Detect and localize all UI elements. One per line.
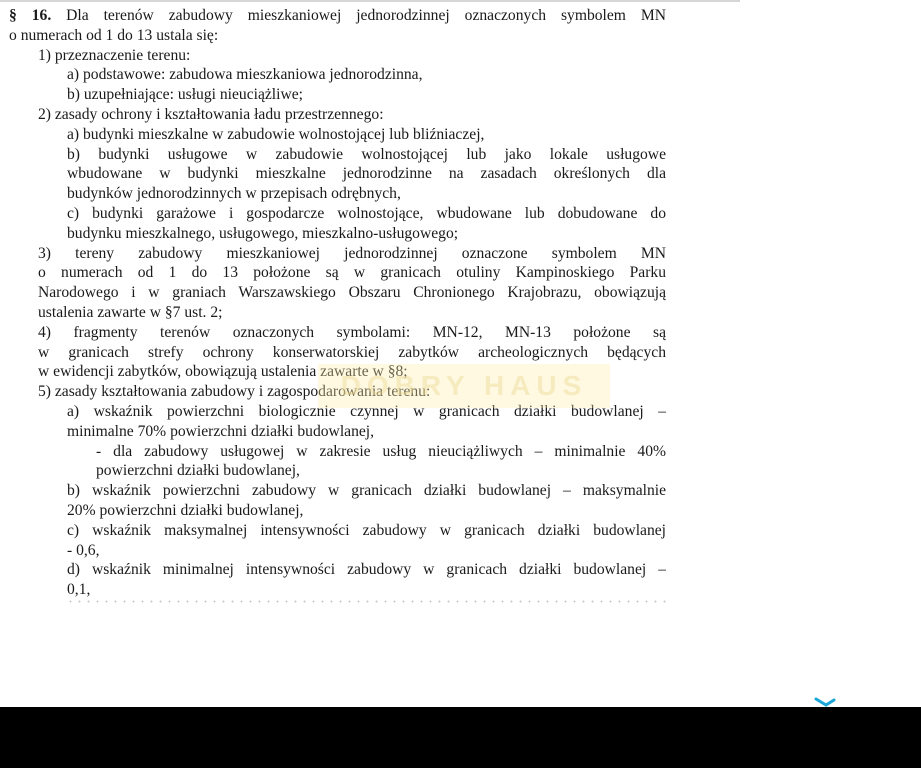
document-line (9, 521, 666, 541)
document-line (9, 244, 666, 264)
document-line (9, 145, 666, 165)
document-line (9, 481, 666, 501)
document-line (9, 85, 666, 105)
line-text: c) budynki garażowe i gospodarcze wolnostojące, wbudowane lub dobudowane do (67, 204, 666, 222)
line-text: Dla terenów zabudowy mieszkaniowej jednorodzinnej oznaczonych symbolem MN (51, 7, 666, 24)
line-text: 5) zasady kształtowania zabudowy i zagospodarowania terenu: (38, 383, 431, 401)
document-line (9, 580, 666, 600)
line-text: o numerach od 1 do 13 ustala się: (9, 26, 219, 44)
line-text: 4) fragmenty terenów oznaczonych symbolami: MN-12, MN-13 położone są (38, 323, 666, 341)
line-text: o numerach od 1 do 13 położone są w granicach otuliny Kampinoskiego Parku (38, 264, 666, 282)
document-line (9, 501, 666, 521)
line-text: - dla zabudowy usługowej w zakresie usług nieuciążliwych – minimalnie 40% (96, 442, 666, 460)
line-text: wbudowane w budynki mieszkalne jednorodzinne na zasadach określonych dla (67, 165, 666, 183)
line-text: 1) przeznaczenie terenu: (38, 46, 191, 64)
document-line (9, 422, 666, 442)
line-text: a) podstawowe: zabudowa mieszkaniowa jednorodzinna, (67, 66, 423, 84)
line-text: 20% powierzchni działki budowlanej, (67, 501, 304, 519)
document-line (9, 461, 666, 481)
line-text: a) wskaźnik powierzchni biologicznie czynnej w granicach działki budowlanej – (67, 402, 666, 420)
line-text: d) wskaźnik minimalnej intensywności zabudowy w granicach działki budowlanej – (67, 561, 666, 579)
document-line (9, 26, 666, 46)
line-text: budynku mieszkalnego, usługowego, mieszkalno-usługowego; (67, 224, 459, 242)
watermark-logo: DOBRY HAUS (318, 364, 610, 408)
document-line (9, 560, 666, 580)
line-text: powierzchni działki budowlanej, (96, 462, 300, 480)
document-line (9, 6, 666, 26)
line-text: 0,1, (67, 581, 91, 599)
document-line (9, 442, 666, 462)
line-text: 3) tereny zabudowy mieszkaniowej jednorodzinnej oznaczone symbolem MN (38, 244, 666, 262)
line-text: c) wskaźnik maksymalnej intensywności zabudowy w granicach działki budowlanej (67, 521, 666, 539)
document-line (9, 224, 666, 244)
document-line (9, 382, 666, 402)
document-line (9, 65, 666, 85)
top-divider (0, 0, 740, 2)
document-text (9, 6, 666, 600)
document-line (9, 46, 666, 66)
document-line (9, 263, 666, 283)
line-text: minimalne 70% powierzchni działki budowlanej, (67, 422, 375, 440)
document-line (9, 184, 666, 204)
line-text: w granicach strefy ochrony konserwatorskiej zabytków archeologicznych będących (38, 343, 666, 361)
cut-off-text-line (66, 600, 666, 603)
corner-check-icon (814, 697, 836, 709)
document-line (9, 164, 666, 184)
line-text: w ewidencji zabytków, obowiązują ustalenia zawarte w §8; (38, 363, 408, 381)
document-line (9, 204, 666, 224)
document-line (9, 105, 666, 125)
paragraph-number: § 16. (9, 7, 52, 24)
document-line (9, 362, 666, 382)
bottom-black-bar (0, 707, 921, 768)
document-line (9, 402, 666, 422)
line-text: ustalenia zawarte w §7 ust. 2; (38, 303, 223, 321)
line-text: Narodowego i w graniach Warszawskiego Obszaru Chronionego Krajobrazu, obowiązują (38, 284, 666, 302)
line-text: 2) zasady ochrony i kształtowania ładu przestrzennego: (38, 105, 384, 123)
document-line (9, 541, 666, 561)
line-text: b) wskaźnik powierzchni zabudowy w granicach działki budowlanej – maksymalnie (67, 482, 666, 500)
document-line (9, 323, 666, 343)
document-line (9, 303, 666, 323)
document-line (9, 125, 666, 145)
line-text: - 0,6, (67, 541, 100, 559)
document-line (9, 283, 666, 303)
document-line (9, 343, 666, 363)
line-text: a) budynki mieszkalne w zabudowie wolnostojącej lub bliźniaczej, (67, 125, 485, 143)
line-text: budynków jednorodzinnych w przepisach odrębnych, (67, 185, 401, 203)
line-text: b) budynki usługowe w zabudowie wolnostojącej lub jako lokale usługowe (67, 145, 666, 163)
line-text: b) uzupełniające: usługi nieuciążliwe; (67, 86, 303, 104)
